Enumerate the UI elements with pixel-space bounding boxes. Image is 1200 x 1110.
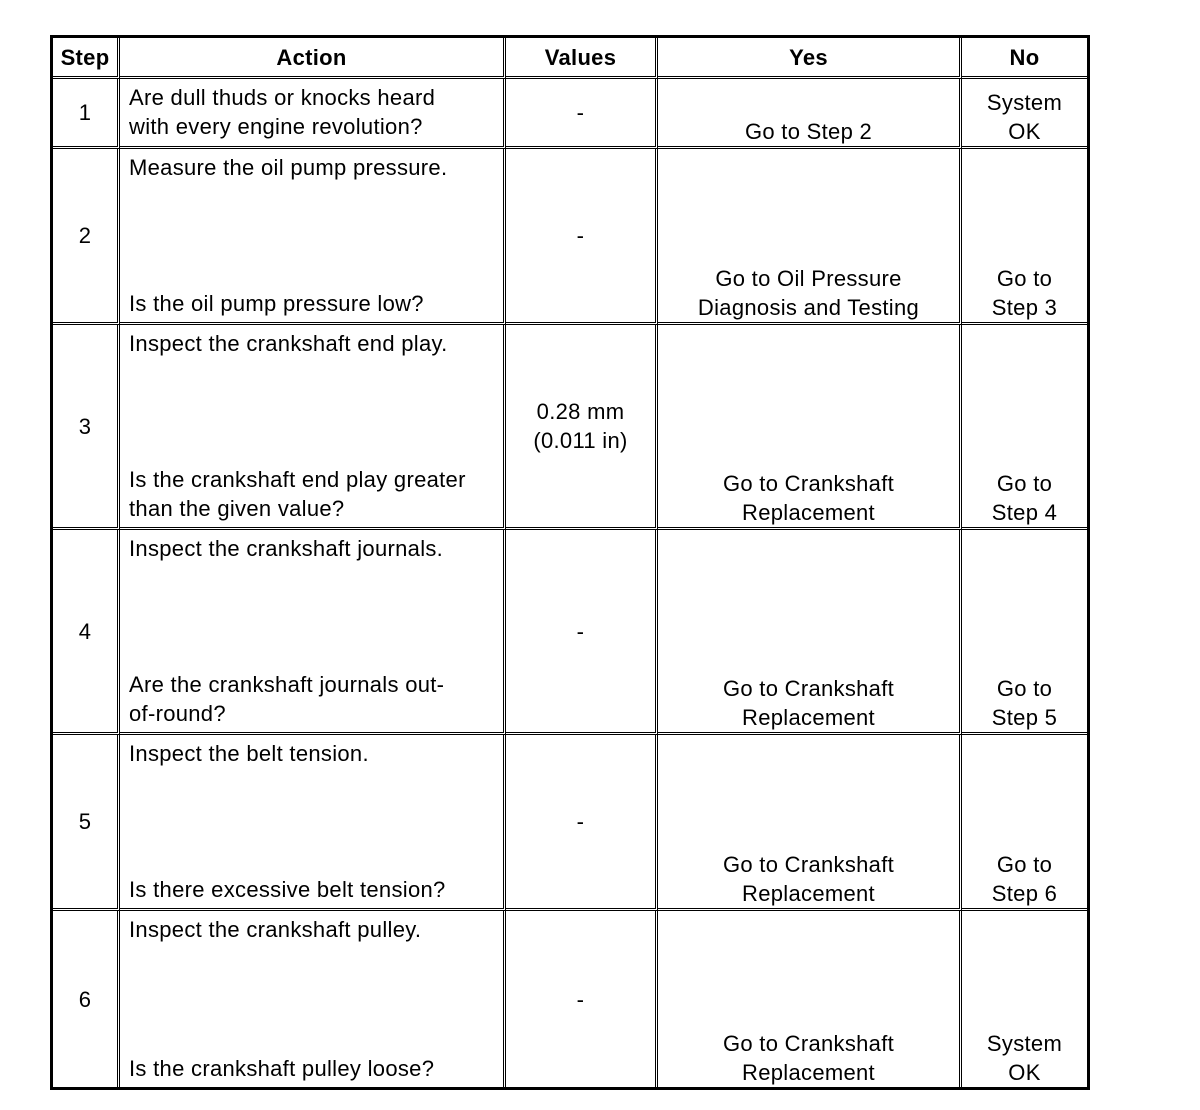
action-instruction: Inspect the crankshaft journals. (129, 536, 444, 561)
table-row (53, 530, 1087, 735)
no-cell: System OK (962, 79, 1087, 149)
action-question: Is the oil pump pressure low? (129, 291, 424, 316)
action-cell (120, 149, 506, 325)
table-row (53, 911, 1087, 1087)
table-row (53, 149, 1087, 325)
no-cell: Go to Step 5 (962, 530, 1087, 735)
action-question: Is there excessive belt tension? (129, 877, 446, 902)
action-cell (120, 530, 506, 735)
value-cell: - (506, 149, 658, 325)
header-no: No (962, 38, 1087, 79)
step-number: 3 (53, 325, 120, 530)
step-number: 5 (53, 735, 120, 911)
yes-cell: Go to Crankshaft Replacement (658, 735, 962, 911)
step-number: 1 (53, 79, 120, 149)
table-row (53, 79, 1087, 149)
value-cell: 0.28 mm (0.011 in) (506, 325, 658, 530)
no-cell: System OK (986, 1031, 1063, 1085)
action-instruction: Inspect the belt tension. (129, 741, 369, 766)
diagnostic-table (50, 35, 1090, 1090)
action-cell (120, 911, 506, 1087)
action-instruction: Inspect the crankshaft end play. (129, 331, 448, 356)
value-cell: - (506, 911, 658, 1087)
yes-cell: Go to Step 2 (658, 79, 962, 149)
yes-cell: Go to Crankshaft Replacement (658, 325, 962, 530)
action-question: Is the crankshaft end play greater than the given value? (129, 467, 466, 521)
value-cell: - (506, 79, 658, 149)
no-cell: Go to Step 6 (962, 735, 1087, 911)
yes-cell: Go to Oil Pressure Diagnosis and Testing (658, 149, 962, 325)
no-cell: Go to Step 4 (962, 325, 1087, 530)
table-row (53, 735, 1087, 911)
action-question: Are the crankshaft journals out- of-round? (129, 672, 445, 726)
header-values: Values (506, 38, 658, 79)
action-question: Are dull thuds or knocks heard with every engine revolution? (129, 85, 436, 139)
no-cell: Go to Step 3 (962, 149, 1087, 325)
step-number: 6 (53, 911, 120, 1087)
action-question: Is the crankshaft pulley loose? (129, 1056, 435, 1081)
action-cell (120, 325, 506, 530)
header-yes: Yes (658, 38, 962, 79)
yes-cell: Go to Crankshaft Replacement (658, 530, 962, 735)
step-number: 2 (53, 149, 120, 325)
action-instruction: Inspect the crankshaft pulley. (129, 917, 422, 942)
table-row (53, 325, 1087, 530)
action-cell (120, 79, 506, 149)
value-cell: - (506, 735, 658, 911)
header-action: Action (120, 38, 506, 79)
action-cell (120, 735, 506, 911)
yes-cell: Go to Crankshaft Replacement (658, 911, 962, 1087)
header-row (53, 38, 1087, 79)
value-cell: - (506, 530, 658, 735)
action-instruction: Measure the oil pump pressure. (129, 155, 448, 180)
header-step: Step (53, 38, 120, 79)
step-number: 4 (53, 530, 120, 735)
